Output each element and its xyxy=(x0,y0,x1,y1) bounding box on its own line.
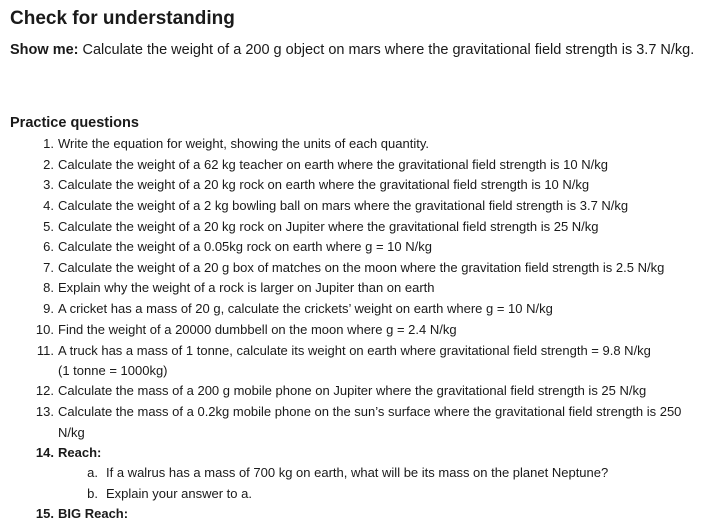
question-number: 15. xyxy=(35,506,54,521)
question-text: Write the equation for weight, showing the units of each quantity. xyxy=(58,136,429,151)
question-text: Calculate the mass of a 200 g mobile phone on Jupiter where the gravitational field strength is 25 N/kg xyxy=(58,383,647,398)
show-me-paragraph xyxy=(10,38,700,62)
question-text: Calculate the weight of a 20 g box of matches on the moon where the gravitation field strength is 2.5 N/kg xyxy=(58,260,665,275)
question-text: Reach: xyxy=(58,445,102,460)
sub-letter: b. xyxy=(87,486,98,501)
sub-text: If a walrus has a mass of 700 kg on earth, what will be its mass on the planet Neptune? xyxy=(106,465,609,480)
question-text: A cricket has a mass of 20 g, calculate the crickets’ weight on earth where g = 10 N/kg xyxy=(58,301,553,316)
question-number: 3. xyxy=(43,177,54,192)
question-number: 10. xyxy=(35,322,54,337)
question-number: 11. xyxy=(36,343,54,358)
question-number: 8. xyxy=(43,280,54,295)
question-number: 2. xyxy=(43,157,54,172)
sub-letter: a. xyxy=(87,465,98,480)
question-text: Explain why the weight of a rock is larger on Jupiter than on earth xyxy=(58,280,435,295)
question-text-continued: (1 tonne = 1000kg) xyxy=(58,363,168,378)
question-text-continued: N/kg xyxy=(58,425,85,440)
question-text: Calculate the weight of a 0.05kg rock on earth where g = 10 N/kg xyxy=(58,239,432,254)
question-text: Calculate the weight of a 2 kg bowling ball on mars where the gravitational field strength is 3.7 N/kg xyxy=(58,198,629,213)
question-number: 12. xyxy=(35,383,54,398)
question-number: 9. xyxy=(43,301,54,316)
question-text: Calculate the weight of a 20 kg rock on Jupiter where the gravitational field strength is 25 N/kg xyxy=(58,219,599,234)
question-number: 6. xyxy=(43,239,54,254)
question-text: BIG Reach: xyxy=(58,506,129,521)
question-number: 13. xyxy=(35,404,54,419)
question-text: Calculate the weight of a 62 kg teacher on earth where the gravitational field strength is 10 N/kg xyxy=(58,157,608,172)
practice-heading: Practice questions xyxy=(10,115,139,131)
question-number: 5. xyxy=(43,219,54,234)
question-number: 7. xyxy=(43,260,54,275)
show-me-label: Show me: xyxy=(10,42,79,58)
question-text: Calculate the mass of a 0.2kg mobile phone on the sun’s surface where the gravitational field strength is 250 xyxy=(58,404,682,419)
question-number: 1. xyxy=(43,136,54,151)
question-text: Find the weight of a 20000 dumbbell on the moon where g = 2.4 N/kg xyxy=(58,322,457,337)
sub-text: Explain your answer to a. xyxy=(106,486,252,501)
question-text: Calculate the weight of a 20 kg rock on earth where the gravitational field strength is 10 N/kg xyxy=(58,177,590,192)
question-number: 4. xyxy=(43,198,54,213)
question-number: 14. xyxy=(35,445,54,460)
page-title: Check for understanding xyxy=(10,8,235,29)
show-me-text: Calculate the weight of a 200 g object on mars where the gravitational field strength is 3.7 N/kg. xyxy=(78,42,695,58)
question-text: A truck has a mass of 1 tonne, calculate its weight on earth where gravitational field strength = 9.8 N/kg xyxy=(58,343,651,358)
